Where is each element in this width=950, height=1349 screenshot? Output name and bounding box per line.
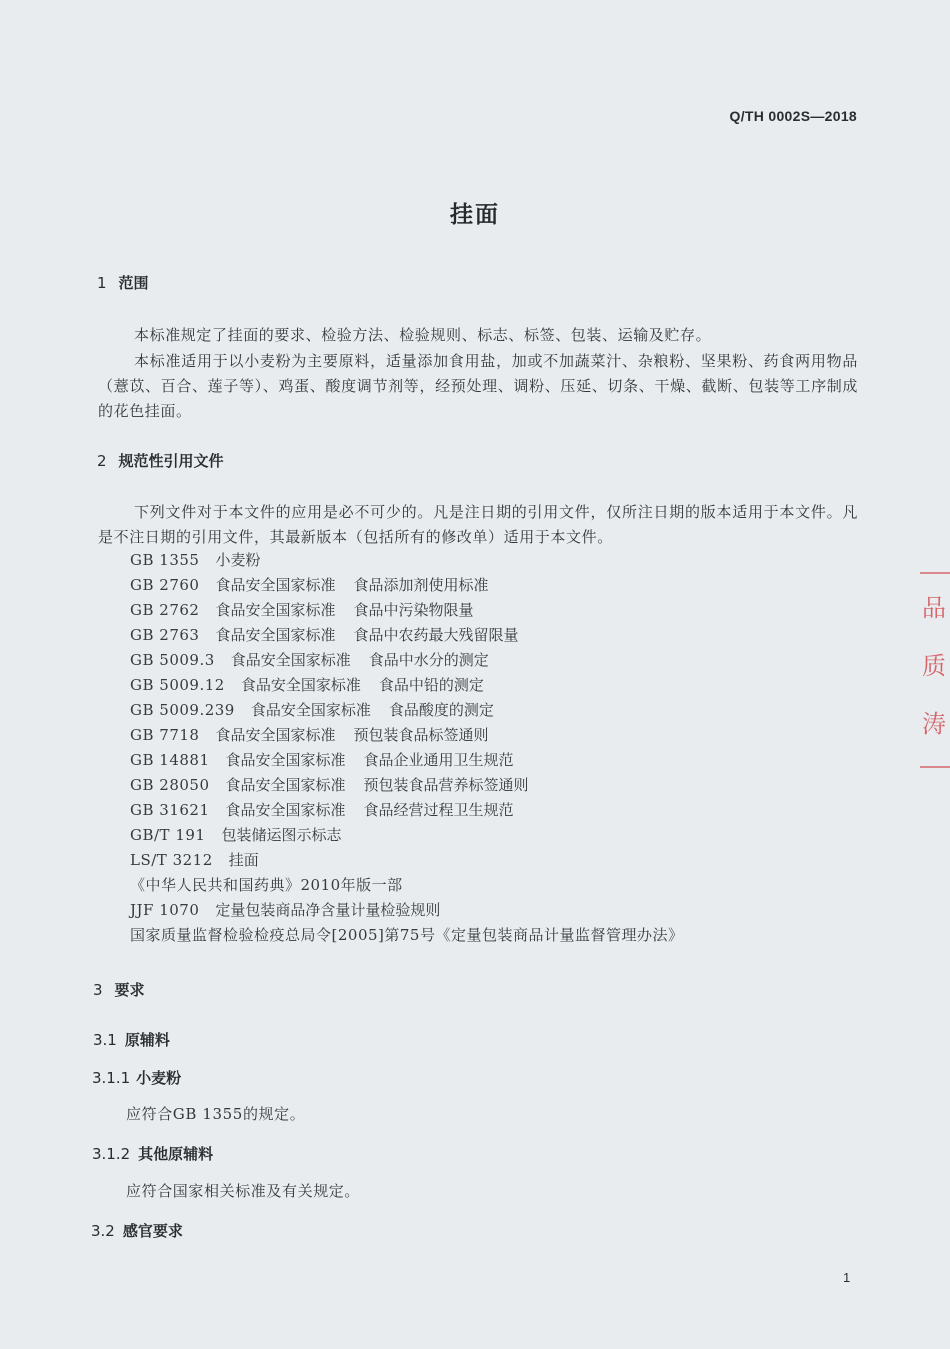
stamp-char: 品 <box>922 594 946 622</box>
section-3-1-heading <box>93 1029 170 1050</box>
reference-item <box>130 623 770 648</box>
reference-code: GB 2762 <box>130 601 200 619</box>
section-title: 小麦粉 <box>136 1069 182 1087</box>
section-title: 范围 <box>118 274 149 292</box>
section-number: 3.1.2 <box>92 1145 131 1163</box>
section-3-heading <box>93 979 145 1000</box>
section-number: 1 <box>97 274 107 292</box>
reference-title-part: 小麦粉 <box>215 551 261 569</box>
section-title: 要求 <box>114 981 145 999</box>
reference-code: GB 31621 <box>130 801 210 819</box>
reference-title-part: 食品中铅的测定 <box>378 676 484 694</box>
reference-item <box>130 798 770 823</box>
reference-item <box>130 673 770 698</box>
reference-code: GB 5009.12 <box>130 676 225 694</box>
section-title: 规范性引用文件 <box>118 452 224 470</box>
page-number: 1 <box>843 1270 851 1285</box>
stamp-char: 质 <box>922 652 946 680</box>
reference-item <box>130 698 770 723</box>
section-title: 其他原辅料 <box>138 1145 214 1163</box>
reference-title-part: 挂面 <box>228 851 259 869</box>
section-number: 2 <box>97 452 107 470</box>
reference-item <box>130 823 770 848</box>
reference-item <box>130 923 770 948</box>
reference-title-part: 食品安全国家标准 <box>225 801 346 819</box>
section-number: 3.2 <box>91 1222 115 1240</box>
reference-title-part: 定量包装商品净含量计量检验规则 <box>215 901 441 919</box>
section-number: 3.1 <box>93 1031 117 1049</box>
reference-item <box>130 748 770 773</box>
references-intro: 下列文件对于本文件的应用是必不可少的。凡是注日期的引用文件，仅所注日期的版本适用于本文件。凡是不注日期的引用文件，其最新版本（包括所有的修改单）适用于本文件。 <box>98 503 858 546</box>
reference-title-part: 食品安全国家标准 <box>230 651 351 669</box>
reference-code: LS/T 3212 <box>130 851 213 869</box>
reference-code: GB 28050 <box>130 776 210 794</box>
section-title: 感官要求 <box>122 1222 183 1240</box>
reference-code: GB 14881 <box>130 751 210 769</box>
reference-code: GB 5009.239 <box>130 701 235 719</box>
stamp-char: 涛 <box>922 710 946 738</box>
reference-item <box>130 598 770 623</box>
reference-code: JJF 1070 <box>130 901 200 919</box>
reference-title-part: 食品安全国家标准 <box>225 751 346 769</box>
reference-item <box>130 573 770 598</box>
scope-paragraph-1: 本标准规定了挂面的要求、检验方法、检验规则、标志、标签、包装、运输及贮存。 <box>134 326 712 344</box>
reference-code: GB 2760 <box>130 576 200 594</box>
document-title: 挂面 <box>450 202 500 228</box>
section-3-1-2-heading <box>92 1143 213 1164</box>
reference-item <box>130 773 770 798</box>
reference-title-part: 食品中水分的测定 <box>368 651 489 669</box>
reference-title-part: 预包装食品标签通则 <box>353 726 489 744</box>
reference-code: GB 5009.3 <box>130 651 215 669</box>
section-title: 原辅料 <box>124 1031 170 1049</box>
reference-title-part: 食品安全国家标准 <box>215 626 336 644</box>
reference-title-part: 食品经营过程卫生规范 <box>363 801 514 819</box>
reference-title-part: 食品安全国家标准 <box>215 601 336 619</box>
reference-code: 国家质量监督检验检疫总局令[2005]第75号《定量包装商品计量监督管理办法》 <box>130 926 684 944</box>
reference-title-part: 食品安全国家标准 <box>250 701 371 719</box>
standard-code: Q/TH 0002S—2018 <box>729 108 857 124</box>
reference-code: GB/T 191 <box>130 826 206 844</box>
reference-title-part: 食品安全国家标准 <box>215 576 336 594</box>
red-seal-stamp <box>920 572 950 768</box>
section-3-1-1-heading <box>92 1067 181 1088</box>
section-1-heading <box>97 272 149 293</box>
section-2-heading <box>97 450 224 471</box>
reference-title-part: 食品中污染物限量 <box>353 601 474 619</box>
reference-item <box>130 723 770 748</box>
other-materials-requirement: 应符合国家相关标准及有关规定。 <box>126 1182 361 1200</box>
references-list <box>130 548 770 948</box>
reference-item <box>130 873 770 898</box>
reference-item <box>130 548 770 573</box>
reference-title-part: 食品安全国家标准 <box>215 726 336 744</box>
reference-item <box>130 848 770 873</box>
reference-code: GB 1355 <box>130 551 200 569</box>
reference-title-part: 食品添加剂使用标准 <box>353 576 489 594</box>
reference-title-part: 食品中农药最大残留限量 <box>353 626 519 644</box>
reference-title-part: 食品酸度的测定 <box>388 701 494 719</box>
reference-title-part: 包装储运图示标志 <box>221 826 342 844</box>
reference-item <box>130 898 770 923</box>
reference-code: GB 2763 <box>130 626 200 644</box>
reference-code: GB 7718 <box>130 726 200 744</box>
section-3-2-heading <box>91 1220 183 1241</box>
reference-title-part: 预包装食品营养标签通则 <box>363 776 529 794</box>
wheat-flour-requirement: 应符合GB 1355的规定。 <box>126 1105 306 1123</box>
reference-title-part: 食品安全国家标准 <box>240 676 361 694</box>
reference-item <box>130 648 770 673</box>
section-number: 3.1.1 <box>92 1069 131 1087</box>
reference-title-part: 食品企业通用卫生规范 <box>363 751 514 769</box>
reference-title-part: 食品安全国家标准 <box>225 776 346 794</box>
reference-code: 《中华人民共和国药典》2010年版一部 <box>130 876 403 894</box>
section-number: 3 <box>93 981 103 999</box>
scope-paragraph-2: 本标准适用于以小麦粉为主要原料，适量添加食用盐，加或不加蔬菜汁、杂粮粉、坚果粉、药食两用物品（薏苡、百合、莲子等）、鸡蛋、酸度调节剂等，经预处理、调粉、压延、切条、干燥、截断、包装等工序制成的花色挂面。 <box>98 352 858 420</box>
